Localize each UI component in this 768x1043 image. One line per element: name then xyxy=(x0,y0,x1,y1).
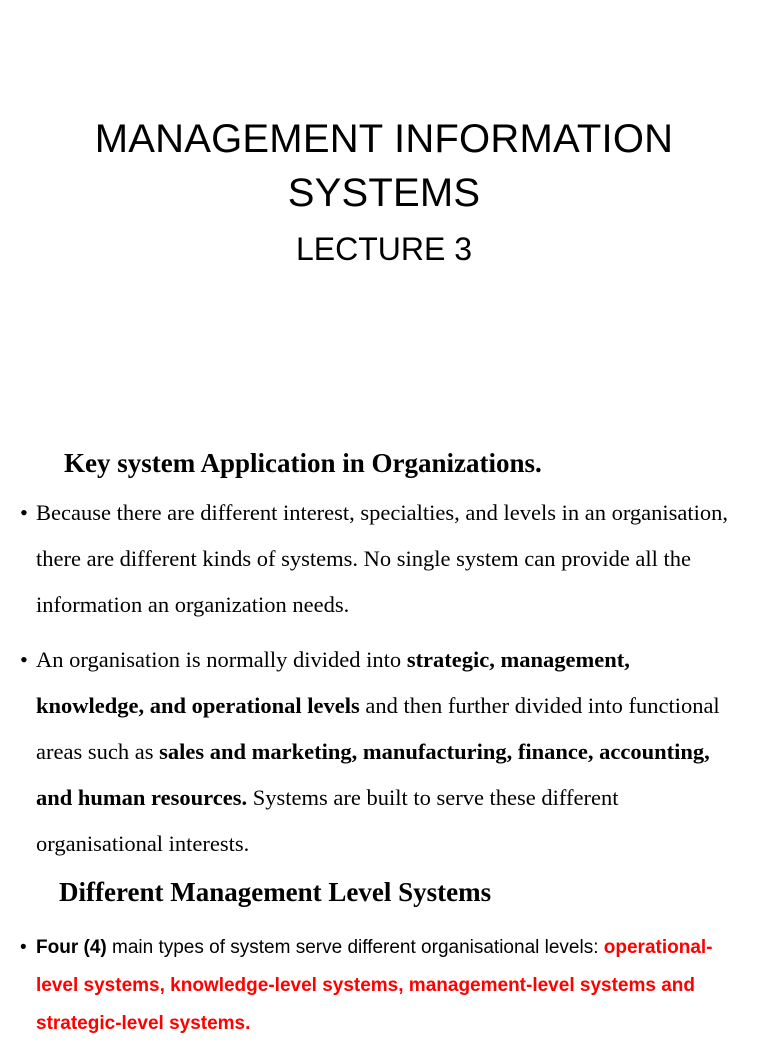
bullet-text: Because there are different interest, specialties, and levels in an organisation, there are different kinds of systems. No single system can provide all the information an organization needs. xyxy=(36,500,729,617)
bullet-four-system-types xyxy=(20,929,736,1043)
bullet-mark: • xyxy=(20,937,27,958)
section-heading-key-system: Key system Application in Organizations. xyxy=(64,448,542,478)
title-line-1: MANAGEMENT INFORMATION xyxy=(94,117,674,161)
bullet-mark: • xyxy=(20,500,28,525)
section-heading-management-levels: Different Management Level Systems xyxy=(59,877,492,907)
bullet-text: main types of system serve different organisational levels: xyxy=(106,937,599,958)
bullet-different-kinds-of-systems xyxy=(20,490,736,628)
slide-title xyxy=(0,112,768,220)
bullet-text-part-3: Systems are built to serve these different organisational interests. xyxy=(36,785,619,856)
bullet-bold-levels: strategic, management, knowledge, and operational levels xyxy=(36,647,630,718)
lecture-subtitle: LECTURE 3 xyxy=(295,231,473,267)
title-line-2: SYSTEMS xyxy=(287,171,481,215)
bullet-bold-four: Four (4) xyxy=(36,937,107,958)
bullet-text-part-1: An organisation is normally divided into xyxy=(36,647,407,672)
bullet-organisation-levels xyxy=(20,637,736,867)
bullet-text-part-2: and then further divided into functional areas such as xyxy=(36,693,720,764)
bullet-mark: • xyxy=(20,647,28,672)
bullet-bold-functional-areas: sales and marketing, manufacturing, finance, accounting, and human resources. xyxy=(36,739,710,810)
bullet-red-system-list: operational-level systems, knowledge-level systems, management-level systems and strategic-level systems. xyxy=(36,937,713,1034)
